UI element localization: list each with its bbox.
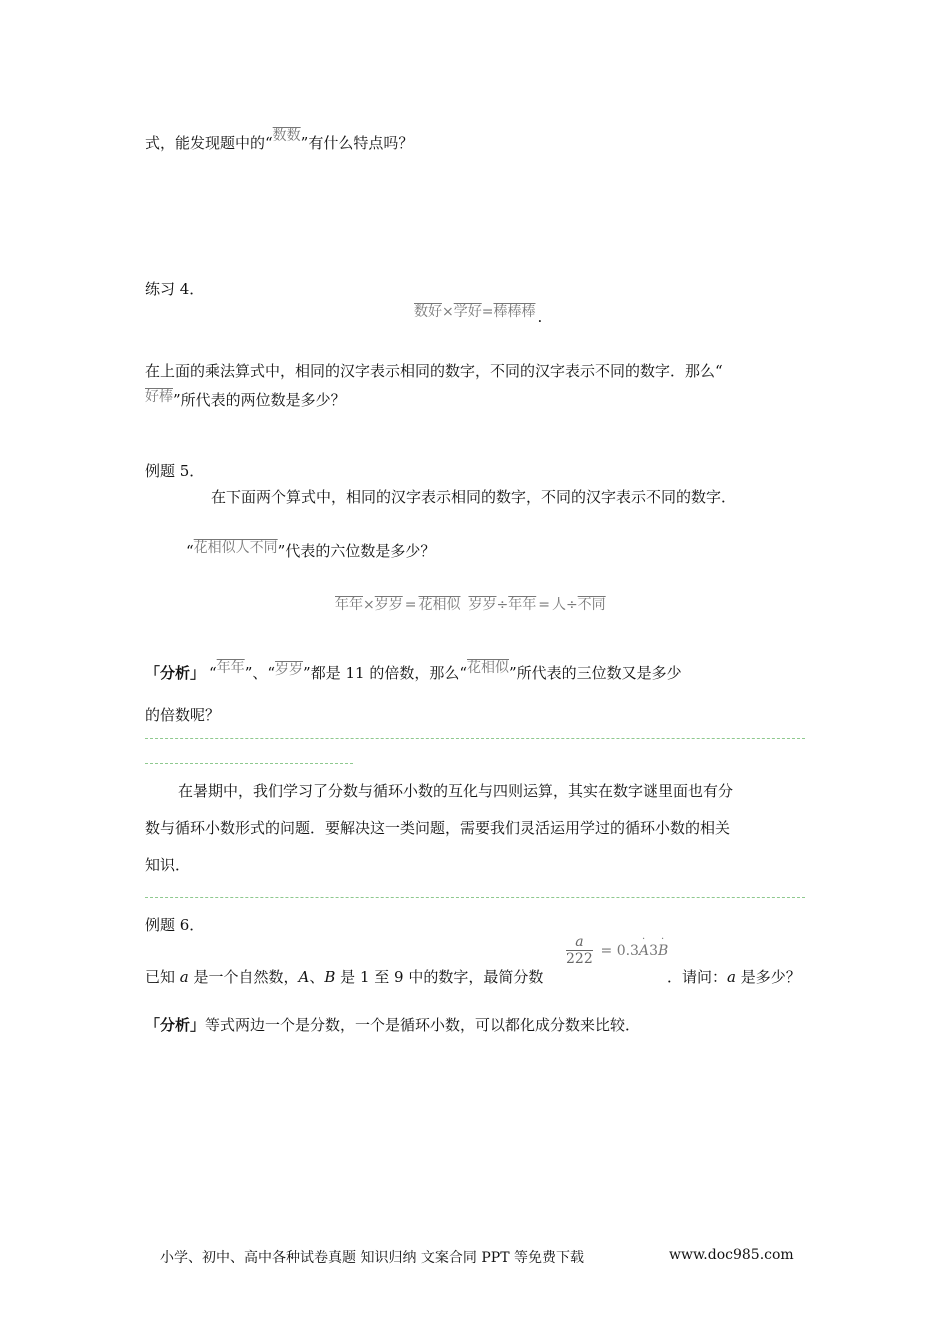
variable-a: a [727, 968, 736, 986]
exercise-4-text: 在上面的乘法算式中，相同的汉字表示相同的数字，不同的汉字表示不同的数字．那么“ [145, 362, 723, 380]
plain-word: 人 [551, 597, 566, 613]
text-segment: 已知 [145, 968, 180, 986]
analysis-text: 等式两边一个是分数，一个是循环小数，可以都化成分数来比较． [205, 1016, 641, 1034]
text-segment: ”、“ [244, 664, 276, 682]
analysis-tag: 「分析」 [145, 1016, 206, 1034]
overlined-word: 学好 [453, 304, 482, 320]
fraction [566, 934, 593, 967]
variable-A: A [298, 968, 310, 986]
example-5-label: 例题 5． [145, 462, 205, 480]
example-6-label: 例题 6． [145, 916, 205, 934]
example-6-question [667, 966, 801, 987]
text-segment: 式，能发现题中的“ [145, 134, 273, 152]
variable-a: a [179, 968, 189, 986]
text-segment: “ [209, 664, 217, 682]
variable-B: B [324, 968, 336, 986]
overlined-word: 棒棒棒 [493, 304, 536, 320]
dashed-divider [145, 763, 353, 764]
overlined-word: 好棒 [145, 389, 173, 405]
overlined-word: 花相似 [467, 660, 509, 676]
times-symbol: × [363, 597, 375, 613]
text-segment: 是 1 至 9 中的数字，最简分数 [335, 968, 544, 986]
example-5-text: 在下面两个算式中，相同的汉字表示相同的数字，不同的汉字表示不同的数字． [211, 488, 737, 506]
example-5-analysis-line2: 的倍数呢？ [145, 706, 221, 724]
overlined-word: 年年 [335, 597, 363, 613]
equals-symbol: = [481, 304, 494, 320]
equals-symbol: = [404, 597, 417, 613]
repeating-digit-B: · B [658, 933, 669, 959]
dashed-divider [145, 738, 805, 739]
overlined-word: 岁岁 [374, 597, 403, 613]
text-line-top [145, 128, 414, 153]
example-6-fraction-equation [566, 934, 668, 967]
fraction-denominator: 222 [566, 951, 593, 967]
text-segment: ”有什么特点吗？ [300, 134, 414, 152]
example-5-analysis [145, 662, 682, 683]
period: . [537, 308, 543, 326]
overlined-word: 岁岁 [275, 662, 304, 678]
dashed-divider [145, 897, 805, 898]
text-segment: ”所代表的两位数是多少？ [173, 391, 346, 409]
text-segment: “ [186, 542, 194, 560]
divide-symbol: ÷ [496, 597, 509, 613]
text-segment: ”所代表的三位数又是多少 [509, 664, 682, 682]
text-segment: ”都是 11 的倍数，那么“ [303, 664, 467, 682]
text-segment: ”代表的六位数是多少？ [277, 542, 436, 560]
equals-symbol: = [538, 597, 550, 613]
overlined-word: 数好 [414, 304, 442, 320]
overlined-word: 数数 [272, 128, 301, 144]
text-segment: 是多少？ [735, 968, 801, 986]
exercise-4-label: 练习 4． [145, 280, 205, 298]
overlined-word: 花相似 [418, 597, 461, 613]
example-5-question [186, 540, 435, 561]
text-segment: 、 [309, 968, 325, 986]
repeating-digit-3: 3 [649, 942, 659, 959]
exercise-4-equation [414, 301, 543, 326]
exercise-4-text-line2 [145, 389, 346, 410]
example-6-analysis [145, 1014, 640, 1035]
intro-line-1: 在暑期中，我们学习了分数与循环小数的互化与四则运算，其实在数字谜里面也有分 [178, 782, 734, 800]
overlined-word: 不同 [577, 597, 606, 613]
overlined-word: 岁岁 [468, 597, 497, 613]
overlined-word: 年年 [508, 597, 537, 613]
intro-line-3: 知识． [145, 856, 191, 874]
overlined-word: 花相似人不同 [193, 540, 278, 556]
times-symbol: × [442, 304, 454, 320]
footer-link[interactable]: www.doc985.com [669, 1247, 794, 1263]
overlined-word: 年年 [216, 660, 245, 676]
repeating-digit-A: · A [638, 933, 650, 959]
divide-symbol: ÷ [565, 597, 578, 613]
footer-text: 小学、初中、高中各种试卷真题 知识归纳 文案合同 PPT 等免费下载 [160, 1250, 584, 1266]
repeating-decimal [638, 933, 669, 959]
fraction-numerator: a [566, 934, 593, 951]
text-segment: 是一个自然数， [188, 968, 299, 986]
intro-line-2: 数与循环小数形式的问题．要解决这一类问题，需要我们灵活运用学过的循环小数的相关 [145, 819, 731, 837]
repeating-decimal-prefix: = 0.3 [600, 942, 639, 959]
text-segment: ．请问： [667, 968, 728, 986]
example-5-equations [335, 594, 606, 614]
analysis-tag: 「分析」 [145, 664, 206, 682]
example-6-text [145, 966, 543, 987]
